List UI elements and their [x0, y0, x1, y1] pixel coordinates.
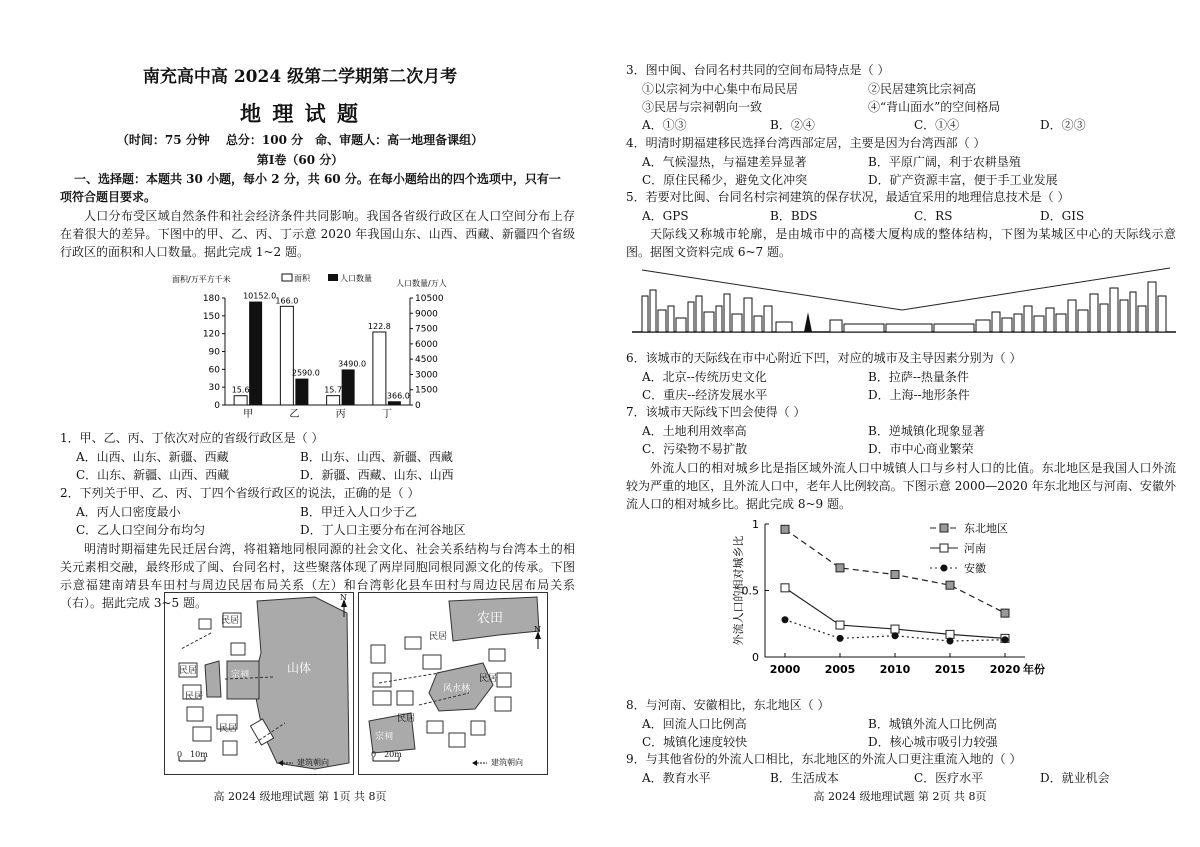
- bar-population-value: 2590.0: [291, 368, 320, 378]
- section-heading-cont: 项符合题目要求。: [60, 190, 157, 204]
- bar-ytick-left-label: 180: [202, 294, 220, 304]
- bar-category-label: 甲: [243, 409, 254, 420]
- q5-option-a[interactable]: A．GPS: [642, 209, 689, 223]
- bar-population-value: 366.0: [386, 391, 410, 401]
- bar-area-value: 15.6: [231, 385, 250, 395]
- skyline-diagram: [630, 266, 1178, 336]
- line-point-2: [782, 616, 789, 623]
- volume-heading: 第Ⅰ卷（60 分）: [256, 153, 344, 167]
- q3-option-d[interactable]: D．②③: [1040, 118, 1086, 132]
- q9-option-c[interactable]: C．医疗水平: [914, 771, 984, 785]
- passage-1: 人口分布受区域自然条件和社会经济条件共同影响。我国各省级行政区在人口空间分布上存在着很大的差异。下图中的甲、乙、丙、丁示意 2020 年我国山东、山西、西藏、新疆四个省级行政区的面积和人口数量。据此完成 1~2 题。: [60, 209, 575, 259]
- bar-area: [327, 396, 340, 405]
- line-xtick-label: 2010: [879, 663, 911, 676]
- bar-ytick-right-label: 1500: [415, 385, 438, 396]
- bar-population: [249, 302, 262, 405]
- line-legend-marker-2: [941, 565, 948, 572]
- bar-population: [388, 401, 401, 405]
- line-legend-label-2: 安徽: [964, 562, 986, 575]
- line-point-1: [781, 584, 789, 592]
- q3-item-2: ②民居建筑比宗祠高: [868, 82, 977, 96]
- line-point-2: [892, 632, 899, 639]
- map-right-label-farmland: 农田: [477, 611, 504, 626]
- q1-option-b[interactable]: B．山东、山西、新疆、西藏: [300, 450, 453, 464]
- map-left-label-house4: 民居: [185, 692, 204, 702]
- question-4-stem: 4．明清时期福建移民选择台湾西部定居，主要是因为台湾西部（ ）: [626, 136, 986, 150]
- bar-ytick-left-label: 90: [208, 347, 220, 358]
- relative-urban-rural-ratio-chart: [720, 512, 1060, 694]
- q7-option-b[interactable]: B．逆城镇化现象显著: [868, 424, 985, 438]
- bar-ytick-right-label: 7500: [415, 324, 438, 335]
- bar-ytick-right-label: 6000: [415, 339, 438, 350]
- q5-option-d[interactable]: D．GIS: [1040, 209, 1085, 223]
- bar-category-label: 丙: [335, 409, 346, 420]
- q7-option-a[interactable]: A．土地利用效率高: [642, 424, 747, 438]
- q6-option-a[interactable]: A．北京--传统历史文化: [642, 370, 767, 384]
- line-xtick-label: 2005: [824, 663, 856, 676]
- line-point-0: [781, 525, 789, 533]
- exam-title: 南充高中高 2024 级第二学期第二次月考: [142, 67, 458, 87]
- q3-item-4: ④“背山面水”的空间格局: [868, 100, 1001, 114]
- map-right-label-ancestral-hall: 宗祠: [375, 732, 394, 742]
- section-heading: 一、选择题：本题共 30 小题，每小 2 分，共 60 分。在每小题给出的四个选项中，只有一: [74, 172, 561, 186]
- line-ytick-label: 0: [752, 651, 759, 664]
- map-left-label-mountain: 山体: [287, 661, 312, 675]
- question-5-stem: 5．若要对比闽、台同名村宗祠建筑的保存状况，最适宜采用的地理信息技术是（ ）: [626, 190, 1070, 204]
- map-right-label-house3: 民居: [479, 674, 498, 684]
- bar-category-label: 乙: [289, 409, 300, 420]
- q2-option-a[interactable]: A．丙人口密度最小: [76, 505, 181, 519]
- bar-ytick-right-label: 0: [415, 401, 421, 411]
- passage-4: 外流人口的相对城乡比是指区域外流人口中城镇人口与乡村人口的比值。东北地区是我国人口外流较为严重的地区，且外流人口中，老年人比例较高。下图示意 2000—2020 年东北地区与河南、安徽外流人口的相对城乡比。据此完成 8~9 题。: [626, 461, 1176, 511]
- q8-option-d[interactable]: D．核心城市吸引力较强: [868, 735, 998, 749]
- bar-area-value: 15.7: [324, 385, 343, 395]
- line-xtick-label: 2015: [934, 663, 966, 676]
- map-right-label-fengshui-forest: 风水林: [443, 684, 471, 694]
- line-point-1: [891, 625, 899, 633]
- q5-option-b[interactable]: B．BDS: [770, 209, 818, 223]
- q3-option-a[interactable]: A．①③: [642, 118, 687, 132]
- question-6-stem: 6．该城市的天际线在市中心附近下凹，对应的城市及主导因素分别为（ ）: [626, 351, 1022, 365]
- map-right-north: N: [534, 625, 541, 634]
- bar-ytick-right-label: 3000: [415, 370, 438, 381]
- line-point-0: [946, 581, 954, 589]
- q4-option-b[interactable]: B．平原广阔，利于农耕垦殖: [868, 155, 1021, 169]
- q7-option-d[interactable]: D．市中心商业繁荣: [868, 442, 974, 456]
- map-right-label-house1: 民居: [429, 632, 448, 642]
- line-point-0: [1001, 609, 1009, 617]
- map-right: [358, 592, 548, 775]
- line-xlabel: 年份: [1023, 663, 1045, 676]
- line-ytick-label: 0.5: [741, 584, 759, 598]
- subject-title: 地 理 试 题: [240, 101, 360, 126]
- line-xtick-label: 2020: [989, 663, 1021, 676]
- q9-option-a[interactable]: A．教育水平: [642, 771, 711, 785]
- q4-option-d[interactable]: D．矿产资源丰富，便于手工业发展: [868, 173, 1058, 187]
- line-point-0: [891, 571, 899, 579]
- bar-ylabel-left: 面积/万平方千米: [172, 275, 231, 284]
- q8-option-b[interactable]: B．城镇外流人口比例高: [868, 717, 997, 731]
- q2-option-d[interactable]: D．丁人口主要分布在河谷地区: [300, 523, 466, 537]
- q7-option-c[interactable]: C．污染物不易扩散: [642, 442, 748, 456]
- map-left-label-ancestral-hall: 宗祠: [231, 670, 250, 680]
- bar-area: [234, 396, 247, 405]
- bar-legend-swatch-area: [282, 274, 292, 281]
- map-left-label-house3: 民居: [219, 724, 238, 734]
- passage-2: 明清时期福建先民迁居台湾，将祖籍地同根同源的社会文化、社会关系结构与台湾本土的相关元素相交融，最终形成了闽、台同名村，这些聚落体现了两岸同胞同根同源文化的传承。下图示意福建南靖县车田村与周边民居布局关系（左）和台湾彰化县车田村与周边民居布局关系（右）。据此完成 3~5 题。: [60, 542, 575, 610]
- map-left-scale: 0 10m: [177, 750, 208, 759]
- line-point-2: [837, 635, 844, 642]
- q2-option-c[interactable]: C．乙人口空间分布均匀: [76, 523, 206, 537]
- question-1-stem: 1．甲、乙、丙、丁依次对应的省级行政区是（ ）: [60, 431, 324, 445]
- bar-area: [280, 306, 293, 405]
- q3-item-3: ③民居与宗祠朝向一致: [642, 100, 763, 114]
- bar-ytick-right-label: 10500: [415, 294, 444, 304]
- bar-ytick-left-label: 30: [208, 383, 220, 394]
- bar-population: [342, 369, 355, 405]
- q9-option-b[interactable]: B．生活成本: [770, 771, 839, 785]
- question-3-stem: 3．图中闽、台同名村共同的空间布局特点是（ ）: [626, 63, 890, 77]
- passage-3: 天际线又称城市轮廓，是由城市中的高楼大厦构成的整体结构，下图为某城区中心的天际线示意图。据图文资料完成 6~7 题。: [626, 227, 1176, 259]
- exam-info: （时间：75 分钟 总分：100 分 命、审题人：高一地理备课组）: [116, 133, 484, 147]
- line-point-1: [946, 630, 954, 638]
- bar-ytick-left-label: 120: [202, 329, 220, 340]
- line-point-2: [1002, 636, 1009, 643]
- map-right-scale: 0 20m: [371, 750, 402, 759]
- bar-ytick-right-label: 4500: [415, 355, 438, 366]
- line-legend-label-0: 东北地区: [964, 522, 1008, 535]
- line-legend-marker-0: [940, 524, 948, 532]
- q3-option-b[interactable]: B．②④: [770, 118, 815, 132]
- bar-legend-swatch-pop: [328, 274, 338, 281]
- q3-item-1: ①以宗祠为中心集中布局民居: [642, 82, 799, 96]
- bar-area-value: 166.0: [275, 296, 299, 306]
- map-right-label-house2: 民居: [397, 714, 416, 724]
- map-left-legend: 建筑朝向: [297, 758, 329, 767]
- bar-ytick-left-label: 60: [208, 365, 220, 376]
- bar-area: [373, 332, 386, 405]
- bar-legend-area: 面积: [294, 274, 310, 283]
- bar-ylabel-right: 人口数量/万人: [396, 279, 447, 288]
- page-2-footer: 高 2024 级地理试题 第 2页 共 8页: [813, 790, 987, 803]
- line-legend-marker-1: [940, 544, 948, 552]
- line-point-1: [836, 621, 844, 629]
- q2-option-b[interactable]: B．甲迁入人口少于乙: [300, 505, 417, 519]
- map-left: [164, 592, 354, 775]
- bar-ytick-left-label: 0: [214, 401, 220, 411]
- q6-option-b[interactable]: B．拉萨--热量条件: [868, 370, 969, 384]
- line-ylabel: 外流人口的相对城乡比: [732, 535, 745, 646]
- bar-category-label: 丁: [381, 409, 392, 420]
- bar-ytick-left-label: 150: [202, 311, 220, 322]
- map-left-label-house2: 民居: [179, 666, 198, 676]
- line-point-0: [836, 564, 844, 572]
- q4-option-c[interactable]: C．原住民稀少，避免文化冲突: [642, 173, 808, 187]
- bar-area-value: 122.8: [367, 322, 391, 332]
- page-1-footer: 高 2024 级地理试题 第 1页 共 8页: [213, 790, 387, 803]
- page-2: [600, 0, 1200, 847]
- bar-population: [295, 379, 308, 405]
- line-ytick-label: 1: [752, 518, 759, 531]
- q5-option-c[interactable]: C．RS: [914, 209, 953, 223]
- q8-option-c[interactable]: C．城镇化速度较快: [642, 735, 748, 749]
- q1-option-a[interactable]: A．山西、山东、新疆、西藏: [76, 450, 229, 464]
- bar-population-value: 10152.0: [243, 291, 277, 301]
- q6-option-c[interactable]: C．重庆--经济发展水平: [642, 388, 768, 402]
- line-xtick-label: 2000: [769, 663, 801, 676]
- q6-option-d[interactable]: D．上海--地形条件: [868, 388, 970, 402]
- q1-option-d[interactable]: D．新疆、西藏、山东、山西: [300, 468, 454, 482]
- question-9-stem: 9．与其他省份的外流人口相比，东北地区的外流人口更注重流入地的（ ）: [626, 752, 1022, 766]
- q9-option-d[interactable]: D．就业机会: [1040, 771, 1110, 785]
- map-right-legend: 建筑朝向: [491, 758, 523, 767]
- q1-option-c[interactable]: C．山东、新疆、山西、西藏: [76, 468, 230, 482]
- bar-population-value: 3490.0: [338, 359, 367, 369]
- bar-ytick-right-label: 9000: [415, 309, 438, 320]
- line-legend-label-1: 河南: [964, 542, 986, 555]
- population-area-chart: [170, 270, 450, 425]
- bar-legend-population: 人口数量: [340, 274, 372, 283]
- q8-option-a[interactable]: A．回流人口比例高: [642, 717, 747, 731]
- line-point-2: [947, 638, 954, 645]
- map-left-north: N: [340, 593, 347, 602]
- question-2-stem: 2．下列关于甲、乙、丙、丁四个省级行政区的说法，正确的是（ ）: [60, 486, 420, 500]
- q4-option-a[interactable]: A．气候湿热，与福建差异显著: [642, 155, 807, 169]
- map-left-label-house1: 民居: [221, 616, 240, 626]
- question-8-stem: 8．与河南、安徽相比，东北地区（ ）: [626, 698, 830, 712]
- q3-option-c[interactable]: C．①④: [914, 118, 960, 132]
- question-7-stem: 7．该城市天际线下凹会使得（ ）: [626, 405, 806, 419]
